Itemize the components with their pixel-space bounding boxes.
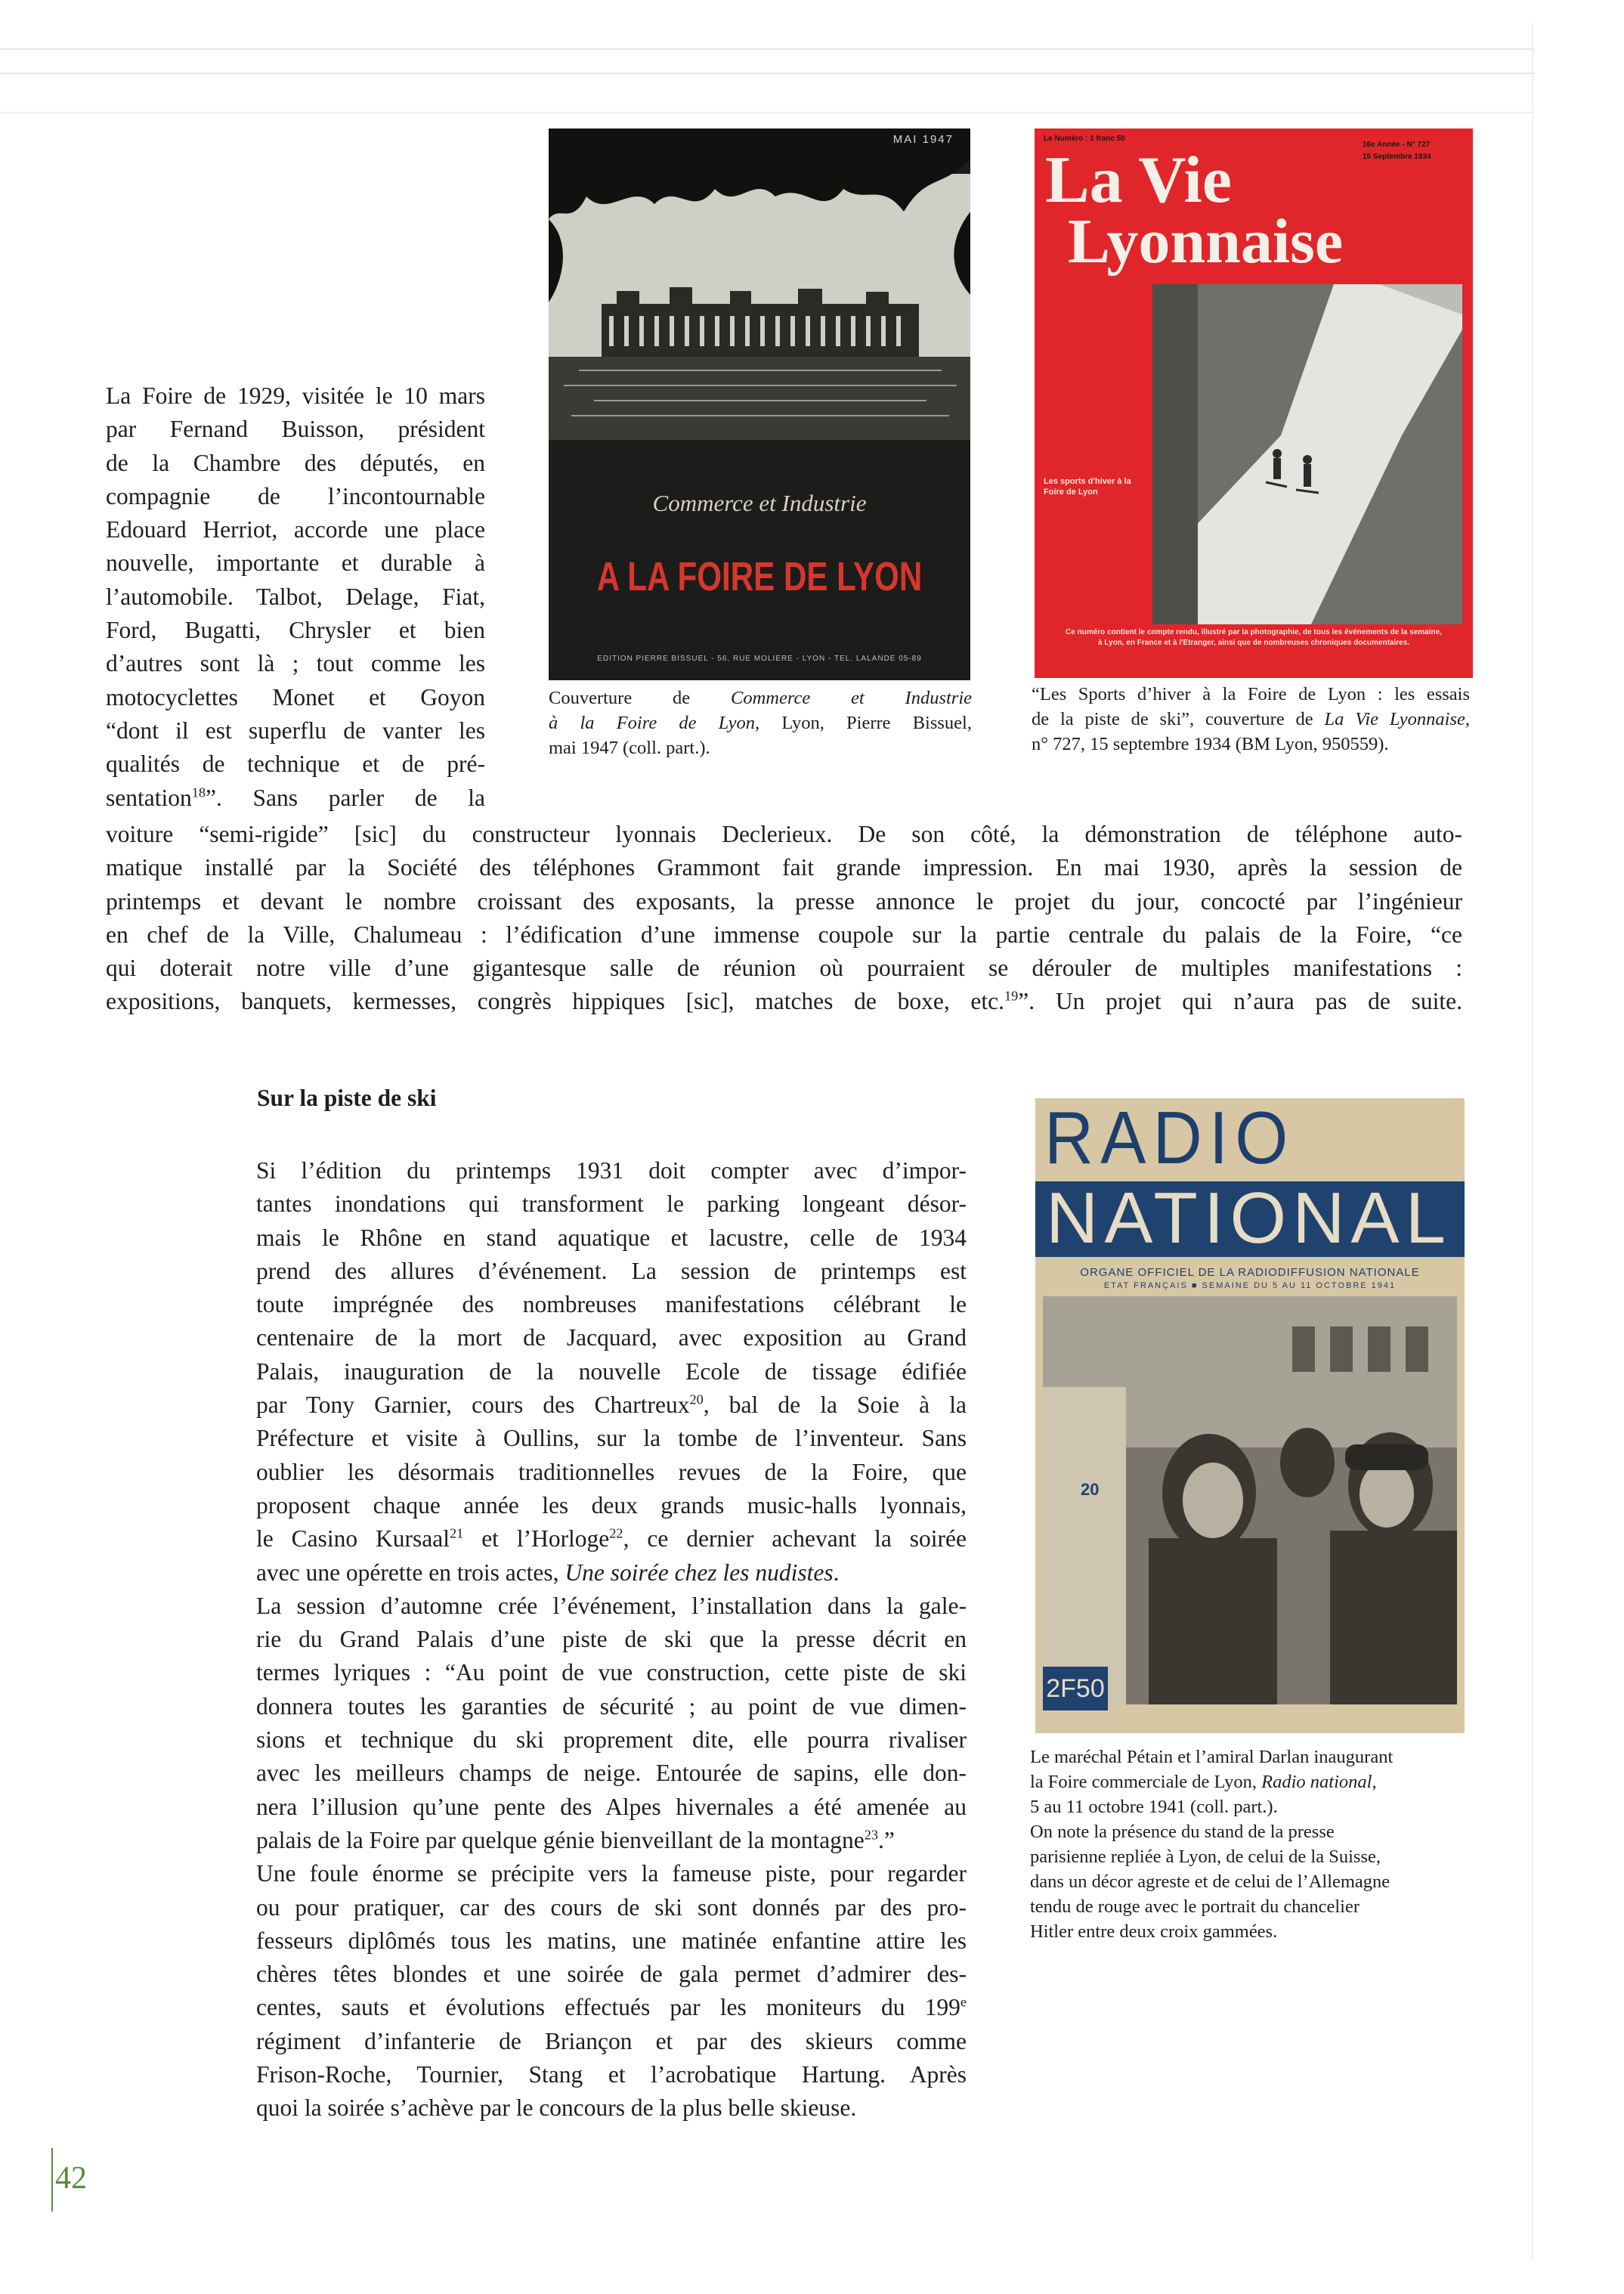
text-line: donnera toutes les garanties de sécurité ; au point de vue dimen- — [256, 1692, 967, 1720]
text-line: Edouard Herriot, accorde une place — [106, 516, 485, 543]
caption-line: Le maréchal Pétain et l’amiral Darlan inaugurant — [1030, 1747, 1394, 1767]
text-line: Ford, Bugatti, Chrysler et bien — [106, 617, 485, 644]
text-line: palais de la Foire par quelque génie bienveillant de la montagne$^{23}$.” — [256, 1826, 895, 1853]
text-line: voiture “semi-rigide” [sic] du constructeur lyonnais Declerieux. De son côté, la démonstration de téléphone auto- — [106, 821, 1462, 847]
text-line: centenaire de la mort de Jacquard, avec exposition au Grand — [256, 1324, 967, 1351]
text-line: prend des allures d’événement. La session de printemps est — [256, 1257, 967, 1284]
caption-line: Couverture de Commerce et Industrie — [549, 688, 972, 708]
caption-line: parisienne repliée à Lyon, de celui de la Suisse, — [1030, 1847, 1381, 1867]
page-number: 42 — [55, 2161, 87, 2196]
footnote-ref: 23 — [864, 1827, 878, 1843]
footnote-ref: 20 — [689, 1392, 704, 1407]
footnote-ref: 22 — [609, 1525, 623, 1541]
caption-line: tendu de rouge avec le portrait du chancelier — [1030, 1896, 1360, 1917]
footnote-ref: 18 — [191, 785, 206, 800]
cover-title-line2: Lyonnaise — [1068, 206, 1344, 277]
text-line: Palais, inauguration de la nouvelle Ecole de tissage édifiée — [256, 1358, 967, 1385]
ski-slope-photo — [1152, 284, 1462, 624]
caption-line: 5 au 11 octobre 1941 (coll. part.). — [1030, 1797, 1278, 1817]
text-line: de la Chambre des députés, en — [106, 449, 485, 476]
petain-darlan-photo — [1043, 1296, 1457, 1704]
text-line: en chef de la Ville, Chalumeau : l’édification d’une immense coupole sur la partie centrale du palais de la Foire, “ce — [106, 921, 1462, 948]
text-line: nera l’illusion qu’une pente des Alpes hivernales a été amenée au — [256, 1793, 967, 1820]
text-line: “dont il est superflu de vanter les — [106, 717, 485, 744]
header-rule-bottom — [0, 73, 1534, 74]
text-line: compagnie de l’incontournable — [106, 482, 485, 509]
radio-national-cover-image — [1035, 1098, 1465, 1733]
text-line: qualités de technique et de pré- — [106, 751, 485, 778]
cover-issue-number: 20 — [1081, 1480, 1100, 1499]
text-line: Si l’édition du printemps 1931 doit compter avec d’impor- — [256, 1157, 967, 1184]
text-line: avec une opérette en trois actes, Une soirée chez les nudistes. — [256, 1559, 840, 1586]
cover-issue: 16e Année - N° 727 — [1363, 141, 1431, 149]
section-heading: Sur la piste de ski — [257, 1085, 437, 1111]
caption-vie-lyonnaise — [1032, 682, 1470, 757]
cover-side-caption: Les sports d'hiver à la Foire de Lyon — [1044, 477, 1131, 497]
text-line: par Tony Garnier, cours des Chartreux$^{20}$, bal de la Soie à la — [256, 1392, 967, 1419]
cover-dateline: ETAT FRANÇAIS ■ SEMAINE DU 5 AU 11 OCTOBRE 1941 — [1103, 1281, 1397, 1290]
text-line: termes lyriques : “Au point de vue construction, cette piste de ski — [256, 1659, 967, 1686]
caption-line: On note la présence du stand de la presse — [1030, 1822, 1335, 1842]
caption-line: n° 727, 15 septembre 1934 (BM Lyon, 950559). — [1032, 734, 1389, 754]
text-line: nouvelle, importante et durable à — [106, 550, 485, 577]
text-line: tantes inondations qui transforment le parking longeant désor- — [256, 1190, 967, 1218]
right-margin-rule — [1532, 23, 1533, 2260]
text-line: Une foule énorme se précipite vers la fameuse piste, pour regarder — [256, 1860, 967, 1887]
text-line: d’autres sont là ; tout comme les — [106, 650, 485, 677]
footnote-ref: 19 — [1004, 988, 1019, 1004]
text-line: Préfecture et visite à Oullins, sur la tombe de l’inventeur. Sans — [256, 1425, 967, 1452]
text-line: quoi la soirée s’achève par le concours de la plus belle skieuse. — [256, 2094, 857, 2122]
vie-lyonnaise-cover-image — [1035, 128, 1473, 678]
caption-line: Hitler entre deux croix gammées. — [1030, 1921, 1278, 1942]
footnote-ref: 21 — [450, 1525, 464, 1541]
cover-title-radio: RADIO — [1044, 1098, 1295, 1179]
text-line: toute imprégnée des nombreuses manifestations célébrant le — [256, 1291, 967, 1318]
intro-paragraph-continued — [106, 818, 1462, 1019]
text-line: sentation$^{18}$”. Sans parler de la — [106, 784, 485, 811]
text-line: qui doterait notre ville d’une gigantesque salle de réunion où pourraient se dérouler de multiples manifestations : — [106, 955, 1462, 982]
text-line: fesseurs diplômés tous les matins, une matinée enfantine attire les — [256, 1927, 967, 1954]
text-line: mais le Rhône en stand aquatique et lacustre, celle de 1934 — [256, 1224, 967, 1251]
text-line: La session d’automne crée l’événement, l’installation dans la gale- — [256, 1592, 967, 1619]
caption-line: “Les Sports d’hiver à la Foire de Lyon : les essais — [1032, 684, 1470, 704]
cover-date: MAI 1947 — [892, 133, 954, 146]
text-line: expositions, banquets, kermesses, congrès hippiques [sic], matches de boxe, etc.$^{19}$”. Un projet qui n’aura pas de suite. — [106, 988, 1462, 1015]
text-line: Frison-Roche, Tournier, Stang et l’acrobatique Hartung. Après — [256, 2061, 967, 2088]
section-body — [256, 1154, 967, 2125]
commerce-industrie-cover-image — [549, 128, 970, 680]
caption-commerce-industrie — [549, 686, 972, 760]
header-rule-lower — [0, 112, 1534, 113]
caption-line: à la Foire de Lyon, Lyon, Pierre Bissuel, — [549, 713, 972, 733]
cover-price-badge: 2F50 — [1043, 1667, 1108, 1710]
text-line: motocyclettes Monet et Goyon — [106, 683, 485, 710]
caption-line: dans un décor agreste et de celui de l’Allemagne — [1030, 1871, 1390, 1892]
cover-script-title: Commerce et Industrie — [652, 490, 867, 516]
caption-line: de la piste de ski”, couverture de La Vie Lyonnaise, — [1032, 709, 1470, 729]
cover-date: 15 Septembre 1934 — [1363, 153, 1431, 161]
text-line: printemps et devant le nombre croissant des exposants, la presse annonce le projet du jour, concocté par l’ingénieur — [106, 887, 1462, 915]
text-line: l’automobile. Talbot, Delage, Fiat, — [106, 583, 485, 610]
caption-radio-national — [1030, 1744, 1483, 1944]
text-line: oublier les désormais traditionnelles revues de la Foire, que — [256, 1458, 967, 1485]
cover-bottom-text: Ce numéro contient le compte rendu, illustré par la photographie, de tous les événements de la semaine, à Lyon, en France et à l'Etranger, ainsi que de nombreuses chroniques documentaires. — [1066, 628, 1442, 647]
cover-footer: EDITION PIERRE BISSUEL - 56, RUE MOLIERE - LYON - TEL. LALANDE 05-89 — [597, 655, 922, 663]
text-line: avec les meilleurs champs de neige. Entourée de sapins, elle don- — [256, 1760, 967, 1787]
text-line: sions et technique du ski proprement dite, elle pourra rivaliser — [256, 1726, 967, 1754]
text-line: régiment d’infanterie de Briançon et par des skieurs comme — [256, 2027, 967, 2054]
caption-line: la Foire commerciale de Lyon, Radio national, — [1030, 1772, 1377, 1792]
page-number-rule — [51, 2148, 53, 2212]
header-rule-top — [0, 48, 1534, 50]
caption-line: mai 1947 (coll. part.). — [549, 738, 710, 758]
intro-paragraph — [106, 379, 485, 815]
text-line: centes, sauts et évolutions effectués par les moniteurs du 199e — [256, 1994, 967, 2021]
cover-title-national: NATIONAL — [1046, 1178, 1452, 1258]
cover-subtitle: ORGANE OFFICIEL DE LA RADIODIFFUSION NATIONALE — [1080, 1266, 1420, 1279]
text-line: le Casino Kursaal$^{21}$ et l’Horloge$^{22}$, ce dernier achevant la soirée — [256, 1525, 967, 1553]
text-line: ou pour pratiquer, car des cours de ski sont donnés par des pro- — [256, 1893, 967, 1921]
text-line: chères têtes blondes et une soirée de gala permet d’admirer des- — [256, 1961, 967, 1988]
cover-price: Le Numéro : 1 franc 50 — [1044, 135, 1125, 143]
text-line: proposent chaque année les deux grands music-halls lyonnais, — [256, 1491, 967, 1518]
text-line: rie du Grand Palais d’une piste de ski que la presse décrit en — [256, 1626, 967, 1653]
text-line: La Foire de 1929, visitée le 10 mars — [106, 382, 485, 409]
text-line: par Fernand Buisson, président — [106, 416, 485, 443]
cover-main-title: A LA FOIRE DE LYON — [596, 554, 923, 599]
cover-title-line1: La Vie — [1045, 144, 1232, 217]
text-line: matique installé par la Société des téléphones Grammont fait grande impression. En mai 1930, après la session de — [106, 854, 1462, 881]
